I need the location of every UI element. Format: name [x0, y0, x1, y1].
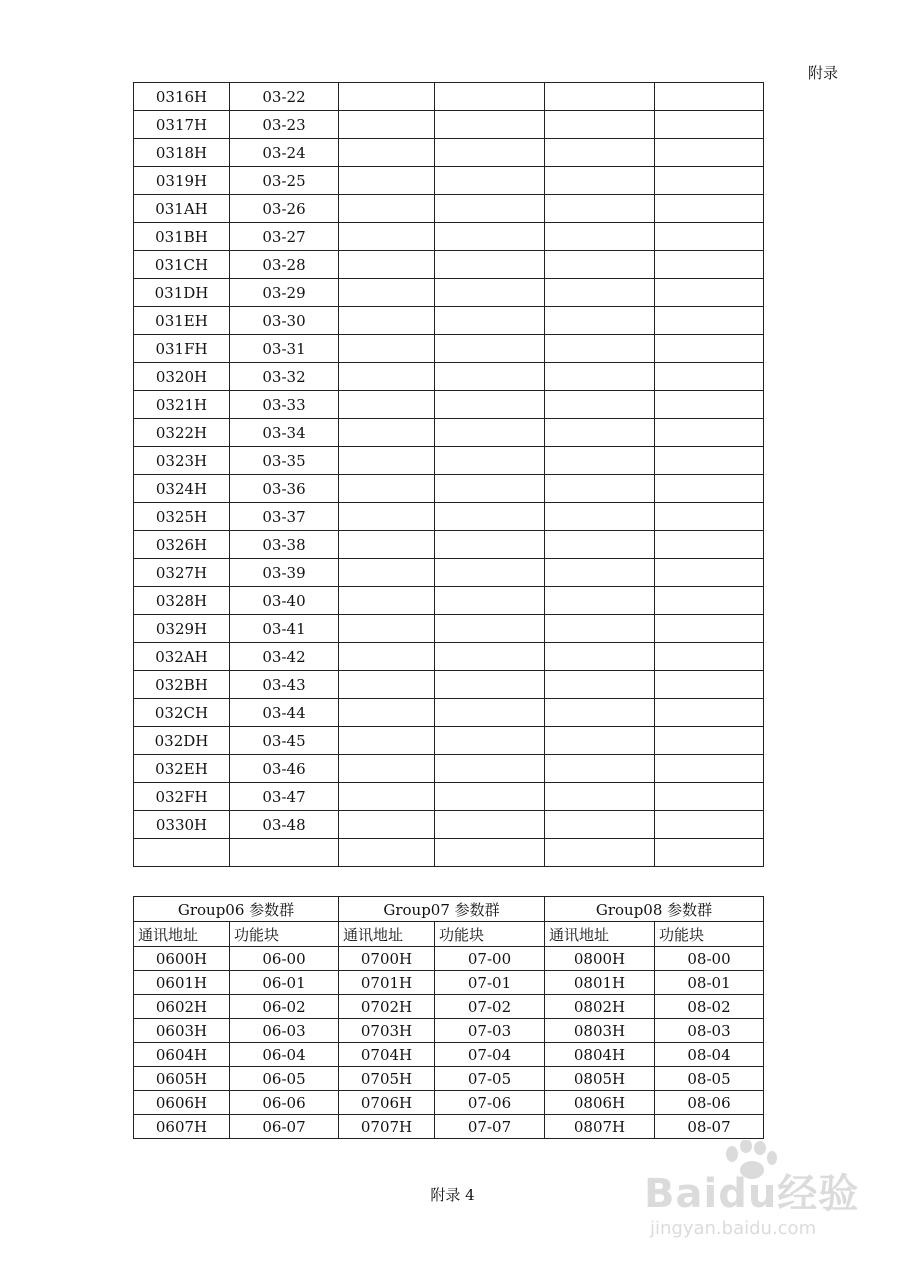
empty-cell: [655, 755, 764, 783]
table-row: [134, 1115, 764, 1139]
empty-cell: [339, 811, 435, 839]
empty-cell: [545, 447, 655, 475]
function-cell: 07-06: [435, 1091, 545, 1115]
empty-cell: [339, 447, 435, 475]
address-cell: 031BH: [134, 223, 230, 251]
group-title: Group07 参数群: [339, 897, 545, 922]
function-cell: 07-05: [435, 1067, 545, 1091]
address-cell: 032FH: [134, 783, 230, 811]
function-cell: 07-04: [435, 1043, 545, 1067]
empty-cell: [545, 559, 655, 587]
empty-cell: [339, 503, 435, 531]
watermark-url: jingyan.baidu.com: [650, 1218, 817, 1239]
empty-cell: [339, 699, 435, 727]
table-row: [134, 83, 764, 111]
function-cell: [230, 839, 339, 867]
function-cell: 03-31: [230, 335, 339, 363]
empty-cell: [435, 811, 545, 839]
address-cell: 0326H: [134, 531, 230, 559]
column-header: 通讯地址: [545, 922, 655, 947]
function-cell: 07-03: [435, 1019, 545, 1043]
table-row: [134, 727, 764, 755]
empty-cell: [435, 475, 545, 503]
column-header: 功能块: [435, 922, 545, 947]
empty-cell: [339, 195, 435, 223]
address-cell: 0605H: [134, 1067, 230, 1091]
address-cell: 0327H: [134, 559, 230, 587]
address-cell: 0805H: [545, 1067, 655, 1091]
empty-cell: [339, 643, 435, 671]
address-cell: 032BH: [134, 671, 230, 699]
table-row: [134, 995, 764, 1019]
empty-cell: [655, 839, 764, 867]
empty-cell: [339, 475, 435, 503]
empty-cell: [339, 671, 435, 699]
empty-cell: [435, 783, 545, 811]
empty-cell: [435, 167, 545, 195]
address-cell: 0317H: [134, 111, 230, 139]
address-cell: [134, 839, 230, 867]
function-cell: 03-45: [230, 727, 339, 755]
empty-cell: [655, 139, 764, 167]
empty-cell: [435, 363, 545, 391]
empty-cell: [545, 783, 655, 811]
empty-cell: [435, 139, 545, 167]
table-row: [134, 1019, 764, 1043]
empty-cell: [545, 251, 655, 279]
function-cell: 03-39: [230, 559, 339, 587]
address-cell: 0322H: [134, 419, 230, 447]
table-row: [134, 279, 764, 307]
empty-cell: [655, 783, 764, 811]
address-cell: 0323H: [134, 447, 230, 475]
address-cell: 031AH: [134, 195, 230, 223]
table-row: [134, 307, 764, 335]
table-row: [134, 475, 764, 503]
column-header: 通讯地址: [134, 922, 230, 947]
function-cell: 07-01: [435, 971, 545, 995]
empty-cell: [435, 391, 545, 419]
empty-cell: [339, 83, 435, 111]
address-cell: 031EH: [134, 307, 230, 335]
address-cell: 0600H: [134, 947, 230, 971]
watermark-brand: Baidu经验: [644, 1171, 860, 1217]
function-cell: 08-07: [655, 1115, 764, 1139]
empty-cell: [545, 531, 655, 559]
table-row: [134, 251, 764, 279]
empty-cell: [545, 699, 655, 727]
table-row: [134, 615, 764, 643]
empty-cell: [339, 587, 435, 615]
table-row: [134, 363, 764, 391]
empty-cell: [545, 111, 655, 139]
empty-cell: [545, 839, 655, 867]
address-cell: 0807H: [545, 1115, 655, 1139]
function-cell: 03-24: [230, 139, 339, 167]
address-cell: 0706H: [339, 1091, 435, 1115]
empty-cell: [655, 615, 764, 643]
empty-cell: [655, 559, 764, 587]
empty-cell: [545, 167, 655, 195]
empty-cell: [655, 503, 764, 531]
function-cell: 03-25: [230, 167, 339, 195]
address-cell: 0804H: [545, 1043, 655, 1067]
function-cell: 03-47: [230, 783, 339, 811]
address-cell: 0802H: [545, 995, 655, 1019]
empty-cell: [655, 167, 764, 195]
empty-cell: [435, 531, 545, 559]
function-cell: 03-28: [230, 251, 339, 279]
empty-cell: [339, 251, 435, 279]
empty-cell: [655, 475, 764, 503]
address-table-group03: [133, 82, 764, 867]
empty-cell: [655, 391, 764, 419]
empty-cell: [655, 699, 764, 727]
function-cell: 03-22: [230, 83, 339, 111]
address-cell: 0325H: [134, 503, 230, 531]
address-cell: 0318H: [134, 139, 230, 167]
empty-cell: [655, 251, 764, 279]
empty-cell: [655, 111, 764, 139]
empty-cell: [435, 419, 545, 447]
address-cell: 0700H: [339, 947, 435, 971]
address-cell: 031FH: [134, 335, 230, 363]
empty-cell: [655, 447, 764, 475]
table-row: [134, 223, 764, 251]
address-cell: 0602H: [134, 995, 230, 1019]
function-cell: 08-04: [655, 1043, 764, 1067]
function-cell: 03-42: [230, 643, 339, 671]
empty-cell: [339, 139, 435, 167]
address-cell: 0319H: [134, 167, 230, 195]
column-header-row: [134, 922, 764, 947]
address-cell: 0604H: [134, 1043, 230, 1067]
empty-cell: [545, 727, 655, 755]
empty-cell: [339, 727, 435, 755]
address-cell: 032EH: [134, 755, 230, 783]
empty-cell: [435, 279, 545, 307]
empty-cell: [435, 839, 545, 867]
empty-cell: [655, 223, 764, 251]
function-cell: 03-26: [230, 195, 339, 223]
column-header: 功能块: [655, 922, 764, 947]
empty-cell: [545, 811, 655, 839]
column-header: 通讯地址: [339, 922, 435, 947]
function-cell: 03-37: [230, 503, 339, 531]
address-cell: 032DH: [134, 727, 230, 755]
table-row: [134, 643, 764, 671]
function-cell: 06-04: [230, 1043, 339, 1067]
empty-cell: [339, 531, 435, 559]
empty-cell: [545, 671, 655, 699]
empty-cell: [655, 531, 764, 559]
empty-cell: [435, 223, 545, 251]
empty-cell: [435, 699, 545, 727]
function-cell: 06-03: [230, 1019, 339, 1043]
address-cell: 0316H: [134, 83, 230, 111]
function-cell: 08-01: [655, 971, 764, 995]
empty-cell: [339, 419, 435, 447]
empty-cell: [435, 755, 545, 783]
empty-cell: [435, 447, 545, 475]
address-cell: 0705H: [339, 1067, 435, 1091]
empty-cell: [545, 503, 655, 531]
empty-cell: [655, 643, 764, 671]
table-row: [134, 783, 764, 811]
address-cell: 031CH: [134, 251, 230, 279]
address-cell: 0707H: [339, 1115, 435, 1139]
empty-cell: [339, 223, 435, 251]
function-cell: 07-02: [435, 995, 545, 1019]
empty-cell: [545, 587, 655, 615]
empty-cell: [545, 335, 655, 363]
function-cell: 08-03: [655, 1019, 764, 1043]
table-row: [134, 503, 764, 531]
empty-cell: [545, 363, 655, 391]
address-cell: 0603H: [134, 1019, 230, 1043]
table-row: [134, 699, 764, 727]
address-cell: 0329H: [134, 615, 230, 643]
table-row: [134, 447, 764, 475]
address-cell: 0320H: [134, 363, 230, 391]
address-cell: 0328H: [134, 587, 230, 615]
empty-cell: [339, 167, 435, 195]
table-row: [134, 139, 764, 167]
empty-cell: [435, 335, 545, 363]
empty-cell: [655, 587, 764, 615]
empty-cell: [435, 195, 545, 223]
empty-cell: [339, 111, 435, 139]
table-row: [134, 811, 764, 839]
function-cell: 03-35: [230, 447, 339, 475]
function-cell: 06-07: [230, 1115, 339, 1139]
column-header: 功能块: [230, 922, 339, 947]
function-cell: 08-06: [655, 1091, 764, 1115]
group-header-row: [134, 897, 764, 922]
function-cell: 03-33: [230, 391, 339, 419]
empty-cell: [435, 643, 545, 671]
function-cell: 08-05: [655, 1067, 764, 1091]
empty-cell: [339, 391, 435, 419]
function-cell: 06-00: [230, 947, 339, 971]
function-cell: 06-06: [230, 1091, 339, 1115]
empty-cell: [545, 755, 655, 783]
table-row: [134, 1067, 764, 1091]
group-title: Group06 参数群: [134, 897, 339, 922]
address-cell: 0606H: [134, 1091, 230, 1115]
empty-cell: [339, 279, 435, 307]
address-cell: 0801H: [545, 971, 655, 995]
empty-cell: [545, 615, 655, 643]
address-cell: 0324H: [134, 475, 230, 503]
empty-cell: [339, 755, 435, 783]
function-cell: 03-32: [230, 363, 339, 391]
empty-cell: [435, 559, 545, 587]
function-cell: 08-00: [655, 947, 764, 971]
empty-cell: [339, 783, 435, 811]
empty-cell: [435, 307, 545, 335]
empty-cell: [655, 727, 764, 755]
empty-cell: [545, 83, 655, 111]
empty-cell: [545, 223, 655, 251]
function-cell: 03-34: [230, 419, 339, 447]
table-row: [134, 559, 764, 587]
function-cell: 03-27: [230, 223, 339, 251]
table-row: [134, 587, 764, 615]
empty-cell: [545, 643, 655, 671]
address-cell: 032AH: [134, 643, 230, 671]
table-row: [134, 531, 764, 559]
empty-cell: [545, 139, 655, 167]
empty-cell: [545, 195, 655, 223]
empty-cell: [545, 475, 655, 503]
empty-cell: [655, 671, 764, 699]
address-cell: 0701H: [339, 971, 435, 995]
empty-cell: [655, 811, 764, 839]
empty-cell: [545, 391, 655, 419]
function-cell: 03-43: [230, 671, 339, 699]
address-cell: 031DH: [134, 279, 230, 307]
address-cell: 0806H: [545, 1091, 655, 1115]
function-cell: 03-30: [230, 307, 339, 335]
function-cell: 06-02: [230, 995, 339, 1019]
empty-cell: [655, 307, 764, 335]
address-cell: 0803H: [545, 1019, 655, 1043]
function-cell: 03-48: [230, 811, 339, 839]
empty-cell: [435, 615, 545, 643]
table-row: [134, 755, 764, 783]
empty-cell: [545, 307, 655, 335]
empty-cell: [435, 251, 545, 279]
empty-cell: [339, 839, 435, 867]
table-row: [134, 971, 764, 995]
baidu-watermark: [640, 1140, 890, 1260]
empty-cell: [339, 335, 435, 363]
address-cell: 0704H: [339, 1043, 435, 1067]
address-cell: 0330H: [134, 811, 230, 839]
page-header-label: 附录: [808, 64, 839, 82]
group-title: Group08 参数群: [545, 897, 764, 922]
function-cell: 03-41: [230, 615, 339, 643]
empty-cell: [655, 195, 764, 223]
function-cell: 07-07: [435, 1115, 545, 1139]
address-table-groups-06-08: [133, 896, 764, 1139]
empty-cell: [435, 83, 545, 111]
table-row: [134, 671, 764, 699]
address-cell: 0607H: [134, 1115, 230, 1139]
function-cell: 03-23: [230, 111, 339, 139]
function-cell: 08-02: [655, 995, 764, 1019]
function-cell: 03-46: [230, 755, 339, 783]
table-row: [134, 1091, 764, 1115]
function-cell: 03-36: [230, 475, 339, 503]
empty-cell: [435, 587, 545, 615]
empty-cell: [545, 279, 655, 307]
empty-cell: [655, 83, 764, 111]
empty-cell: [435, 671, 545, 699]
address-cell: 0800H: [545, 947, 655, 971]
address-cell: 0321H: [134, 391, 230, 419]
table-row: [134, 111, 764, 139]
empty-cell: [435, 111, 545, 139]
table-row: [134, 335, 764, 363]
address-cell: 032CH: [134, 699, 230, 727]
page-number: 附录 4: [430, 1186, 475, 1204]
table-row: [134, 419, 764, 447]
empty-cell: [655, 335, 764, 363]
empty-cell: [339, 363, 435, 391]
function-cell: 03-44: [230, 699, 339, 727]
empty-cell: [655, 279, 764, 307]
function-cell: 06-01: [230, 971, 339, 995]
table-row: [134, 1043, 764, 1067]
empty-cell: [435, 503, 545, 531]
empty-cell: [655, 363, 764, 391]
function-cell: 03-40: [230, 587, 339, 615]
address-cell: 0703H: [339, 1019, 435, 1043]
table-row: [134, 947, 764, 971]
empty-cell: [339, 307, 435, 335]
table-row: [134, 839, 764, 867]
empty-cell: [339, 559, 435, 587]
empty-cell: [545, 419, 655, 447]
empty-cell: [339, 615, 435, 643]
empty-cell: [655, 419, 764, 447]
empty-cell: [435, 727, 545, 755]
table-row: [134, 167, 764, 195]
function-cell: 06-05: [230, 1067, 339, 1091]
function-cell: 03-38: [230, 531, 339, 559]
table-row: [134, 391, 764, 419]
address-cell: 0601H: [134, 971, 230, 995]
address-cell: 0702H: [339, 995, 435, 1019]
table-row: [134, 195, 764, 223]
function-cell: 07-00: [435, 947, 545, 971]
function-cell: 03-29: [230, 279, 339, 307]
